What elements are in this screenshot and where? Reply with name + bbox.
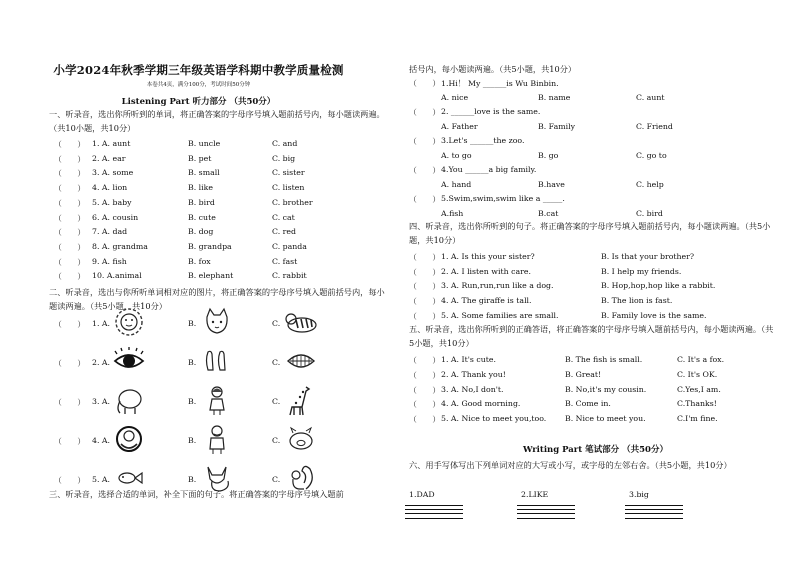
- answer-bracket[interactable]: （ ）: [409, 356, 441, 365]
- giraffe-icon: [284, 383, 318, 417]
- writing-header: Writing Part 笔试部分 （共50分）: [523, 445, 668, 455]
- answer-bracket[interactable]: （ ）: [54, 242, 86, 252]
- option-a: 4. A.: [92, 436, 111, 445]
- option-c: C. cat: [272, 212, 295, 222]
- option-a: 10. A.animal: [92, 271, 142, 281]
- answer-bracket[interactable]: （ ）: [54, 437, 86, 446]
- exam-title: 小学2024年秋季学期三年级英语学科期中教学质量检测: [53, 63, 344, 77]
- option-b: B. The fish is small.: [565, 355, 643, 364]
- option-a: 4. A. The giraffe is tall.: [441, 296, 532, 306]
- section-1-heading: 一、听录音，选出你所听到的单词，将正确答案的字母序号填入题前括号内，每小题读两遍。（共10小题，共10分）: [49, 109, 385, 133]
- section-5-heading: 五、听录音，选出你所听到的正确答语，将正确答案的字母序号填入题前括号内，每小题读两遍。（共5小题，共10分）: [409, 324, 774, 348]
- option-c: C. big: [272, 153, 296, 163]
- option-a: A. nice: [441, 93, 469, 102]
- option-a: 1. A. Is this your sister?: [441, 252, 535, 261]
- option-c: C. panda: [272, 241, 307, 251]
- option-c: C.: [272, 397, 281, 406]
- option-c: C. fast: [272, 256, 298, 266]
- option-c: C. It's a fox.: [677, 355, 725, 364]
- tiger-icon: [284, 305, 318, 339]
- answer-bracket[interactable]: （ ）: [54, 228, 86, 238]
- question-text: 5.Swim,swim,swim like a _____.: [441, 194, 565, 203]
- option-b: B. dog: [188, 227, 214, 237]
- option-b: B. No,it's my cousin.: [565, 384, 647, 394]
- option-b: B. like: [188, 183, 214, 193]
- section-2-heading: 二、听录音，选出与你所听单词相对应的图片，将正确答案的字母序号填入题前括号内，每小题读两遍。（共5小题，共10分）: [49, 287, 385, 311]
- answer-bracket[interactable]: （ ）: [54, 320, 86, 329]
- option-b: B. go: [538, 151, 559, 160]
- option-a: A. Father: [441, 122, 478, 131]
- option-b: B. bird: [188, 197, 215, 207]
- answer-bracket[interactable]: （ ）: [54, 154, 86, 164]
- option-c: C. rabbit: [272, 271, 307, 281]
- hands-icon: [200, 344, 234, 378]
- pig-icon: [284, 422, 318, 456]
- answer-bracket[interactable]: （ ）: [409, 370, 441, 380]
- lion-icon: [112, 305, 146, 339]
- option-a: 5. A. baby: [92, 197, 132, 207]
- elephant-icon: [112, 383, 146, 417]
- option-c: C. It's OK.: [677, 369, 718, 379]
- option-b: B. Hop,hop,hop like a rabbit.: [601, 281, 716, 291]
- option-a: 1. A. It's cute.: [441, 355, 496, 364]
- handwriting-lines[interactable]: [517, 505, 575, 522]
- answer-bracket[interactable]: （ ）: [54, 213, 86, 223]
- option-b: B.have: [538, 180, 565, 189]
- answer-bracket[interactable]: （ ）: [409, 137, 441, 146]
- option-a: 6. A. cousin: [92, 212, 139, 222]
- option-c: C. listen: [272, 183, 305, 193]
- answer-bracket[interactable]: （ ）: [54, 398, 86, 407]
- answer-bracket[interactable]: （ ）: [409, 195, 441, 204]
- answer-bracket[interactable]: （ ）: [409, 415, 441, 425]
- handwriting-lines[interactable]: [625, 505, 683, 522]
- section-3-heading: 三、听录音，选择合适的单词，补全下面的句子。将正确答案的字母序号填入题前: [49, 489, 344, 499]
- option-c: C. go to: [636, 151, 667, 160]
- option-a: 4. A. lion: [92, 183, 128, 193]
- option-c: C. aunt: [636, 93, 665, 102]
- baby-icon: [112, 422, 146, 456]
- option-a: 1. A.: [92, 319, 111, 328]
- answer-bracket[interactable]: （ ）: [54, 184, 86, 194]
- option-c: C.: [272, 475, 281, 484]
- option-c: C.: [272, 436, 281, 445]
- option-b: B. Nice to meet you.: [565, 414, 646, 424]
- option-b: B. grandpa: [188, 241, 232, 251]
- answer-bracket[interactable]: （ ）: [54, 359, 86, 368]
- option-a: 2. A. Thank you!: [441, 369, 506, 379]
- option-a: 2. A. ear: [92, 153, 126, 163]
- answer-bracket[interactable]: （ ）: [409, 297, 441, 307]
- option-c: C.Yes,I am.: [677, 384, 721, 394]
- option-a: 2. A. I listen with care.: [441, 266, 531, 276]
- writing-item-label: 3.big: [629, 490, 649, 499]
- option-b: B.: [188, 436, 197, 445]
- answer-bracket[interactable]: （ ）: [409, 400, 441, 410]
- answer-bracket[interactable]: （ ）: [54, 169, 86, 179]
- answer-bracket[interactable]: （ ）: [54, 476, 86, 485]
- answer-bracket[interactable]: （ ）: [54, 272, 86, 282]
- eye-icon: [112, 344, 146, 378]
- option-b: B. The lion is fast.: [601, 296, 673, 306]
- option-a: 3. A. Run,run,run like a dog.: [441, 281, 554, 291]
- option-c: C. Friend: [636, 122, 673, 131]
- answer-bracket[interactable]: （ ）: [409, 253, 441, 262]
- option-b: B. uncle: [188, 139, 221, 148]
- handwriting-lines[interactable]: [405, 505, 463, 522]
- section-6-heading: 六、用手写体写出下列单词对应的大写或小写，或字母的左邻右舍。（共5小题，共10分）: [409, 460, 732, 470]
- option-b: B. name: [538, 93, 571, 102]
- option-c: C.: [272, 319, 281, 328]
- option-b: B. Is that your brother?: [601, 252, 695, 261]
- option-b: B. Family love is the same.: [601, 310, 707, 320]
- question-text: 2. ______love is the same.: [441, 107, 541, 116]
- answer-bracket[interactable]: （ ）: [409, 385, 441, 395]
- answer-bracket[interactable]: （ ）: [409, 79, 441, 88]
- option-b: B. elephant: [188, 271, 234, 281]
- answer-bracket[interactable]: （ ）: [409, 108, 441, 117]
- option-b: B. Family: [538, 122, 576, 131]
- option-b: B.: [188, 397, 197, 406]
- option-c: C.I'm fine.: [677, 414, 718, 424]
- answer-bracket[interactable]: （ ）: [409, 311, 441, 321]
- option-a: 4. A. Good morning.: [441, 399, 521, 409]
- option-b: B. fox: [188, 256, 211, 266]
- listening-header: Listening Part 听力部分 （共50分）: [121, 97, 276, 107]
- option-c: C. sister: [272, 168, 305, 178]
- option-a: 9. A. fish: [92, 256, 127, 266]
- option-a: A.fish: [441, 209, 464, 218]
- option-b: B. small: [188, 168, 220, 178]
- section-3-heading-continued: 括号内，每小题读两遍。（共5小题，共10分）: [409, 64, 577, 74]
- mouth-icon: [284, 344, 318, 378]
- option-b: B. pet: [188, 153, 212, 163]
- writing-item-label: 2.LIKE: [521, 490, 549, 499]
- option-b: B.: [188, 475, 197, 484]
- option-c: C. and: [272, 139, 298, 148]
- option-a: 3. A. some: [92, 168, 134, 178]
- option-c: C. red: [272, 227, 296, 237]
- answer-bracket[interactable]: （ ）: [409, 267, 441, 277]
- option-c: C. help: [636, 180, 664, 189]
- option-a: 3. A. No,I don't.: [441, 384, 504, 394]
- girl-icon: [200, 383, 234, 417]
- writing-item-label: 1.DAD: [409, 490, 435, 499]
- answer-bracket[interactable]: （ ）: [409, 166, 441, 175]
- option-c: C.Thanks!: [677, 399, 717, 409]
- option-a: 2. A.: [92, 358, 111, 367]
- option-a: 5. A.: [92, 475, 111, 484]
- right-page: [397, 0, 794, 562]
- cat-face-icon: [200, 305, 234, 339]
- option-a: 5. A. Some families are small.: [441, 310, 559, 320]
- option-b: B. Come in.: [565, 399, 611, 409]
- option-a: 8. A. grandma: [92, 241, 148, 251]
- option-b: B.: [188, 358, 197, 367]
- answer-bracket[interactable]: （ ）: [409, 282, 441, 292]
- question-text: 3.Let's ______the zoo.: [441, 136, 525, 145]
- answer-bracket[interactable]: （ ）: [54, 140, 86, 149]
- option-c: C.: [272, 358, 281, 367]
- option-c: C. bird: [636, 209, 663, 218]
- option-b: B. I help my friends.: [601, 266, 682, 276]
- option-c: C. brother: [272, 197, 313, 207]
- option-a: 7. A. dad: [92, 227, 128, 237]
- grandpa-icon: [200, 422, 234, 456]
- option-a: A. hand: [441, 180, 472, 189]
- answer-bracket[interactable]: （ ）: [54, 198, 86, 208]
- option-b: B. cute: [188, 212, 216, 222]
- option-b: B.cat: [538, 209, 559, 218]
- exam-info: 本卷共4页，满分100分，考试时间50分钟: [146, 82, 251, 88]
- section-4-heading: 四、听录音，选出你所听到的句子。将正确答案的字母序号填入题前括号内，每小题读两遍。（共5小题，共10分）: [409, 221, 771, 245]
- question-text: 1.Hi！ My ______is Wu Binbin.: [441, 79, 559, 88]
- answer-bracket[interactable]: （ ）: [54, 257, 86, 267]
- option-b: B.: [188, 319, 197, 328]
- option-a: 5. A. Nice to meet you,too.: [441, 414, 547, 424]
- option-b: B. Great!: [565, 369, 602, 379]
- option-a: 3. A.: [92, 397, 111, 406]
- option-a: A. to go: [441, 151, 472, 160]
- option-a: 1. A. aunt: [92, 139, 131, 148]
- question-text: 4.You ______a big family.: [441, 165, 537, 174]
